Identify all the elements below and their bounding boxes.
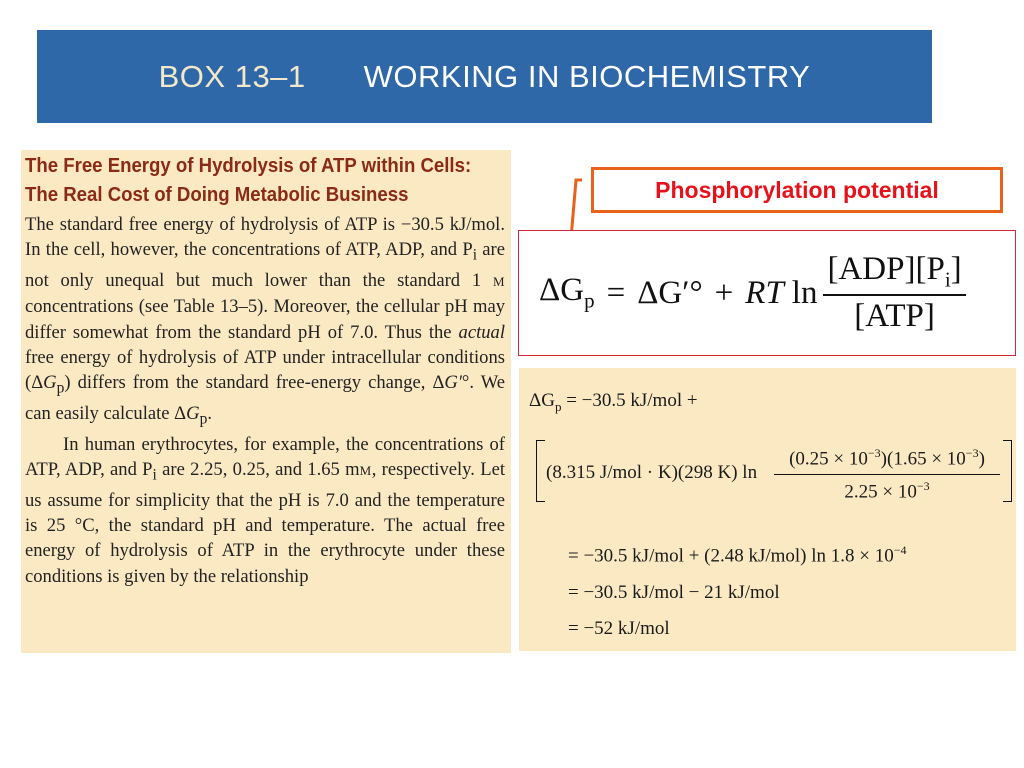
phosphorylation-potential-equation <box>518 230 1016 356</box>
article-paragraph-2: In human erythrocytes, for example, the concentrations of ATP, ADP, and $P_i$ are 2.25, 0.25, and 1.65 mM, respectively. Let us assume for simplicity that the pH is 7.0 and the temperature is 25 °C, the standard pH and temperature. The actual free energy of hydrolysis of ATP in the erythrocyte under these conditions is given by the relationship <box>25 433 505 587</box>
eq-equals: = <box>606 274 626 311</box>
article-panel <box>21 150 511 653</box>
eq-denominator: [ATP] <box>854 298 935 335</box>
left-bracket <box>536 440 545 502</box>
box-number: BOX 13–1 <box>158 58 306 94</box>
eq-lhs: $\Delta G_p$ <box>539 272 595 313</box>
calc-line-4: = −30.5 kJ/mol − 21 kJ/mol <box>568 582 780 603</box>
article-paragraph-1: The standard free energy of hydrolysis of ATP is −30.5 kJ/mol. In the cell, however, the concentrations of ATP, ADP, and $P_i$ are not only unequal but much lower than the standard 1 M concentrations (see Table 13–5). Moreover, the cellular pH may differ somewhat from the standard pH of 7.0. Thus the actual free energy of hydrolysis of ATP under intracellular conditions $(\Delta G_p)$ differs from the standard free-energy change, ΔG′°. We can easily calculate $\Delta G_p$. <box>25 214 506 428</box>
banner-title: WORKING IN BIOCHEMISTRY <box>363 58 811 94</box>
right-bracket <box>1003 440 1012 502</box>
article-title-line-2: The Real Cost of Doing Metabolic Business <box>25 184 409 206</box>
calc-line-2: (8.315 J/mol · K)(298 K) ln <box>546 462 758 483</box>
ratio-denominator: $2.25 \times 10^{-3}$ <box>844 479 930 503</box>
phosphorylation-potential-callout: Phosphorylation potential <box>591 167 1003 213</box>
eq-term-standard: ΔG′° <box>637 274 703 311</box>
eq-fraction <box>823 251 965 336</box>
eq-numerator: $[ADP][P_i]$ <box>823 251 965 297</box>
ratio-numerator: $(0.25 \times 10^{-3})(1.65 \times 10^{-3})$ <box>774 446 1000 475</box>
calc-line-1: $\Delta G_p = -30.5$ kJ/mol + <box>529 390 698 414</box>
article-title-line-1: The Free Energy of Hydrolysis of ATP within Cells: <box>25 155 472 177</box>
calc-line-5: = −52 kJ/mol <box>568 618 670 639</box>
concentration-ratio-fraction <box>774 446 1000 504</box>
eq-plus: + <box>714 274 734 311</box>
box-banner <box>37 30 932 123</box>
calc-line-3: = −30.5 kJ/mol + (2.48 kJ/mol) $\ln 1.8 \times 10^{-4}$ <box>568 543 907 567</box>
eq-ln: ln <box>791 274 818 311</box>
eq-term-rt: RT <box>745 274 784 311</box>
article-title <box>25 152 516 210</box>
